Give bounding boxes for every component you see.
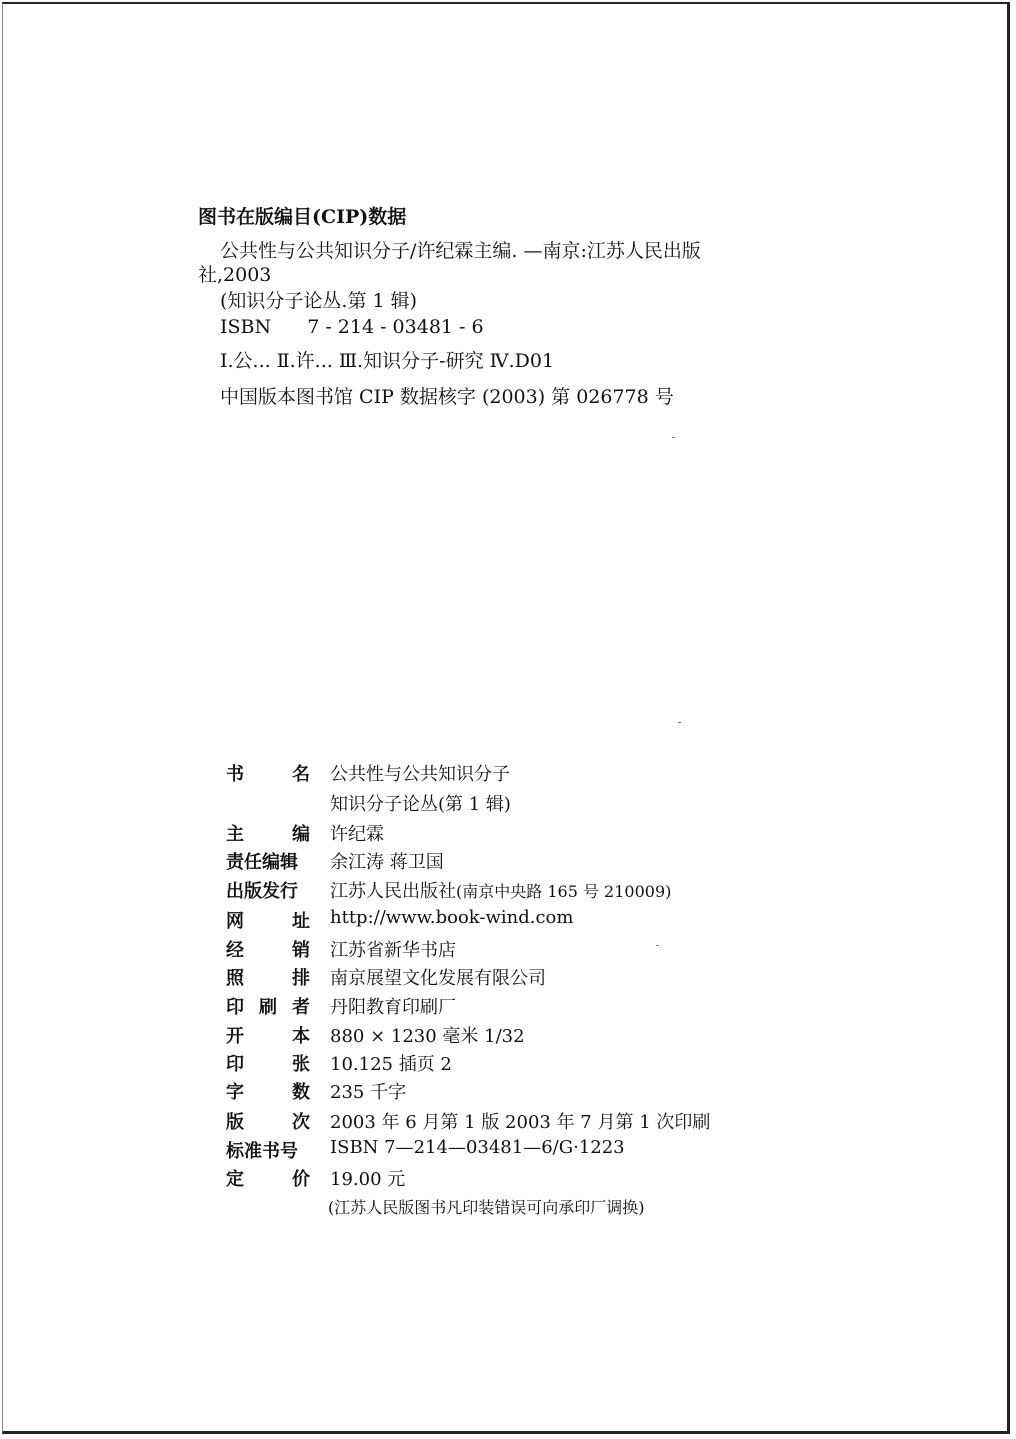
value-word-count: 235 千字 — [330, 1082, 407, 1103]
label-format: 开 本 — [226, 1026, 310, 1047]
value-publisher: 江苏人民出版社(南京中央路 165 号 210009) — [330, 881, 672, 902]
value-series: 知识分子论丛(第 1 辑) — [330, 794, 511, 815]
label-sheets: 印 张 — [226, 1054, 310, 1075]
cip-subject-line: Ⅰ.公... Ⅱ.许... Ⅲ.知识分子-研究 Ⅳ.D01 — [220, 350, 555, 372]
cip-publisher-line: 社,2003 — [198, 264, 272, 286]
value-edition: 2003 年 6 月第 1 版 2003 年 7 月第 1 次印刷 — [330, 1112, 711, 1133]
value-editor: 许纪霖 — [330, 824, 384, 845]
cip-isbn-label: ISBN — [220, 316, 272, 338]
value-sheets: 10.125 插页 2 — [330, 1054, 452, 1075]
label-edition: 版 次 — [226, 1112, 310, 1133]
value-website: http://www.book-wind.com — [330, 907, 574, 928]
scan-speck — [672, 437, 675, 438]
colophon-note: (江苏人民版图书凡印装错误可向承印厂调换) — [328, 1198, 645, 1217]
scan-speck — [656, 945, 659, 946]
scan-speck — [678, 722, 681, 723]
label-editor: 主 编 — [226, 824, 310, 845]
cip-heading: 图书在版编目(CIP)数据 — [198, 206, 407, 228]
label-publisher: 出版发行 — [226, 881, 298, 902]
page-border — [2, 2, 1010, 1434]
value-title: 公共性与公共知识分子 — [330, 764, 510, 785]
label-website: 网 址 — [226, 911, 310, 932]
label-typesetting: 照 排 — [226, 968, 310, 989]
label-isbn: 标准书号 — [226, 1141, 298, 1162]
value-distributor: 江苏省新华书店 — [330, 940, 456, 961]
value-typesetting: 南京展望文化发展有限公司 — [330, 968, 546, 989]
value-format: 880 × 1230 毫米 1/32 — [330, 1026, 525, 1047]
label-title: 书 名 — [226, 764, 310, 785]
value-responsible-editors: 余江涛 蒋卫国 — [330, 852, 444, 873]
label-distributor: 经 销 — [226, 940, 310, 961]
label-responsible-editors: 责任编辑 — [226, 852, 298, 873]
cip-isbn-value: 7 - 214 - 03481 - 6 — [307, 316, 484, 338]
cip-record-line: 中国版本图书馆 CIP 数据核字 (2003) 第 026778 号 — [220, 386, 674, 408]
cip-title-line: 公共性与公共知识分子/许纪霖主编. —南京:江苏人民出版 — [220, 240, 701, 262]
value-printer: 丹阳教育印刷厂 — [330, 997, 456, 1018]
label-price: 定 价 — [226, 1169, 310, 1190]
label-printer: 印 刷 者 — [226, 997, 310, 1018]
value-price: 19.00 元 — [330, 1169, 406, 1190]
cip-series-line: (知识分子论丛.第 1 辑) — [220, 290, 418, 312]
label-word-count: 字 数 — [226, 1082, 310, 1103]
value-isbn: ISBN 7—214—03481—6/G·1223 — [330, 1137, 625, 1158]
cip-isbn-line — [220, 318, 484, 337]
